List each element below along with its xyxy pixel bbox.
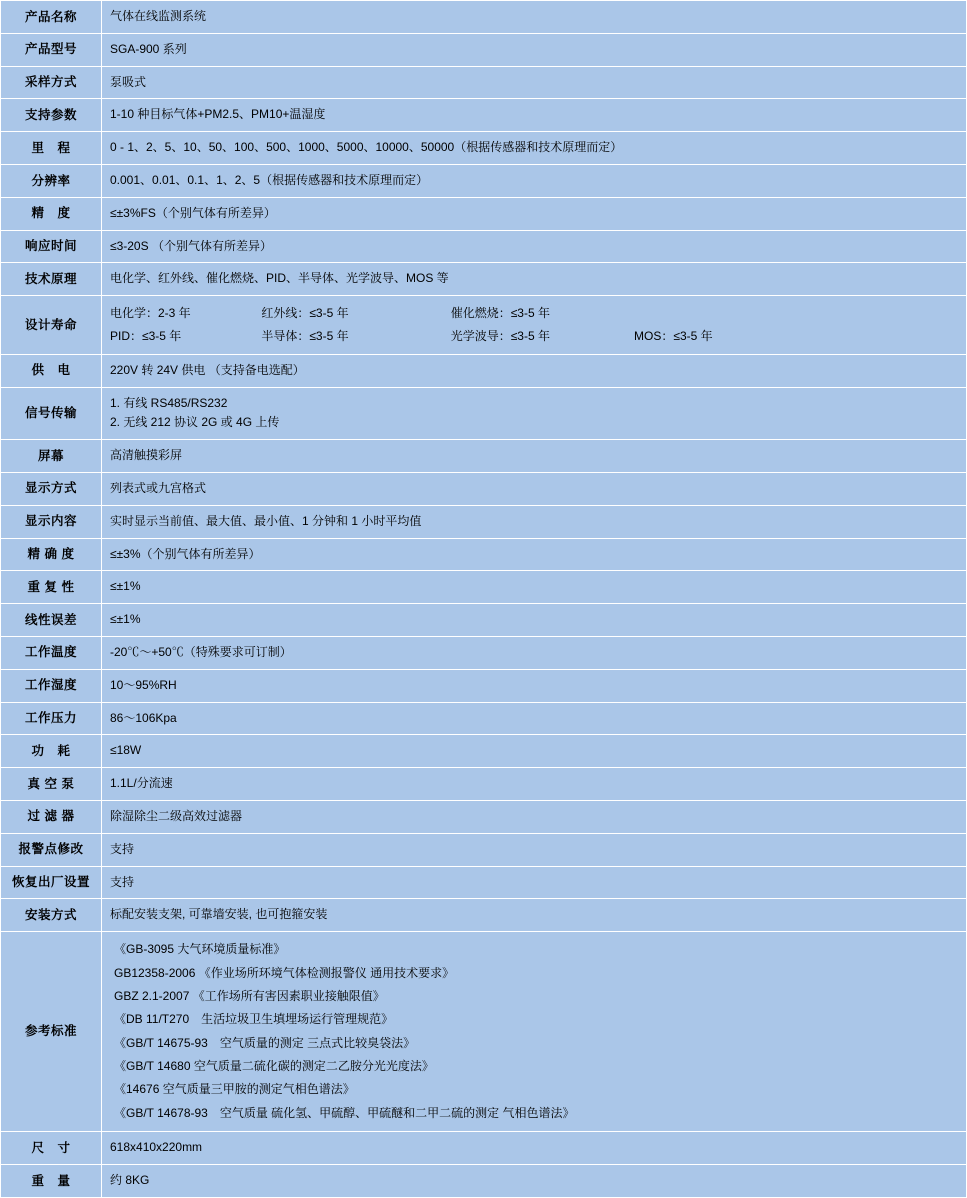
row-label: 供 电 (1, 354, 102, 387)
standard-line: GBZ 2.1-2007 《工作场所有害因素职业接触限值》 (114, 988, 385, 1003)
row-value: 618x410x220mm (102, 1132, 967, 1165)
table-row (1, 99, 967, 132)
row-value: 电化学、红外线、催化燃烧、PID、半导体、光学波导、MOS 等 (102, 263, 967, 296)
row-value: 实时显示当前值、最大值、最小值、1 分钟和 1 小时平均值 (102, 505, 967, 538)
row-label: 工作温度 (1, 636, 102, 669)
row-label: 过 滤 器 (1, 800, 102, 833)
lifespan-cell: PID：≤3-5 年 (110, 328, 182, 343)
row-value: ≤±3%（个别气体有所差异） (102, 538, 967, 571)
row-value-lifespan (102, 296, 967, 355)
row-label: 重 复 性 (1, 571, 102, 604)
table-row (1, 1132, 967, 1165)
row-label: 显示方式 (1, 472, 102, 505)
row-label: 支持参数 (1, 99, 102, 132)
table-row (1, 866, 967, 899)
row-label: 功 耗 (1, 735, 102, 768)
row-label: 尺 寸 (1, 1132, 102, 1165)
lifespan-cell: 电化学：2-3 年 (110, 306, 191, 321)
row-label: 参考标准 (1, 932, 102, 1132)
row-value-signal (102, 387, 967, 440)
row-value: SGA-900 系列 (102, 33, 967, 66)
table-row (1, 505, 967, 538)
table-row (1, 604, 967, 637)
row-value: ≤±1% (102, 604, 967, 637)
table-row (1, 1, 967, 34)
row-value: ≤±1% (102, 571, 967, 604)
row-value: ≤3-20S （个别气体有所差异） (102, 230, 967, 263)
table-row (1, 33, 967, 66)
lifespan-line (110, 302, 958, 325)
table-row (1, 538, 967, 571)
standard-line: 《GB/T 14680 空气质量二硫化碳的测定二乙胺分光光度法》 (114, 1059, 434, 1074)
lifespan-cell: 催化燃烧：≤3-5 年 (450, 306, 550, 321)
table-row (1, 472, 967, 505)
standard-line: 《DB 11/T270 生活垃圾卫生填埋场运行管理规范》 (114, 1012, 394, 1027)
table-row (1, 702, 967, 735)
lifespan-cell: MOS：≤3-5 年 (634, 328, 713, 343)
row-value: 1.1L/分流速 (102, 768, 967, 801)
table-row (1, 669, 967, 702)
row-label: 精 度 (1, 197, 102, 230)
row-value: 气体在线监测系统 (102, 1, 967, 34)
lifespan-line (110, 325, 958, 348)
table-row (1, 735, 967, 768)
row-label: 产品型号 (1, 33, 102, 66)
row-value: 列表式或九宫格式 (102, 472, 967, 505)
row-label: 屏幕 (1, 440, 102, 473)
table-row (1, 132, 967, 165)
table-row (1, 636, 967, 669)
row-value: 支持 (102, 866, 967, 899)
row-value: 标配安装支架, 可靠墙安装, 也可抱箍安装 (102, 899, 967, 932)
table-row-signal (1, 387, 967, 440)
table-row (1, 354, 967, 387)
row-value: 0.001、0.01、0.1、1、2、5（根据传感器和技术原理而定） (102, 164, 967, 197)
row-value: 约 8KG (102, 1165, 967, 1198)
standard-line: 《GB-3095 大气环境质量标准》 (114, 942, 286, 957)
standard-line: 《GB/T 14678-93 空气质量 硫化氢、甲硫醇、甲硫醚和二甲二硫的测定 气相色谱法》 (114, 1105, 575, 1120)
row-label: 精 确 度 (1, 538, 102, 571)
row-value: 支持 (102, 833, 967, 866)
table-row (1, 440, 967, 473)
row-value: 高清触摸彩屏 (102, 440, 967, 473)
standard-line: 《GB/T 14675-93 空气质量的测定 三点式比较臭袋法》 (114, 1035, 416, 1050)
row-label: 真 空 泵 (1, 768, 102, 801)
table-row (1, 833, 967, 866)
row-value: 220V 转 24V 供电 （支持备电选配） (102, 354, 967, 387)
row-value: 除湿除尘二级高效过滤器 (102, 800, 967, 833)
row-value: 0 - 1、2、5、10、50、100、500、1000、5000、10000、50000（根据传感器和技术原理而定） (102, 132, 967, 165)
row-label: 里 程 (1, 132, 102, 165)
row-label: 显示内容 (1, 505, 102, 538)
standard-line: 《14676 空气质量三甲胺的测定气相色谱法》 (114, 1082, 355, 1097)
table-row (1, 899, 967, 932)
row-label: 重 量 (1, 1165, 102, 1198)
table-row (1, 230, 967, 263)
lifespan-cell: 光学波导：≤3-5 年 (450, 328, 550, 343)
row-label: 分辨率 (1, 164, 102, 197)
row-label: 响应时间 (1, 230, 102, 263)
row-label: 采样方式 (1, 66, 102, 99)
row-label: 报警点修改 (1, 833, 102, 866)
row-value: 1-10 种目标气体+PM2.5、PM10+温湿度 (102, 99, 967, 132)
table-row-standards (1, 932, 967, 1132)
table-row-lifespan (1, 296, 967, 355)
table-row (1, 1165, 967, 1198)
row-label: 恢复出厂设置 (1, 866, 102, 899)
table-row (1, 571, 967, 604)
row-label: 安装方式 (1, 899, 102, 932)
standard-line: GB12358-2006 《作业场所环境气体检测报警仪 通用技术要求》 (114, 965, 455, 980)
row-value: 10～95%RH (102, 669, 967, 702)
row-label: 设计寿命 (1, 296, 102, 355)
row-value-standards (102, 932, 967, 1132)
table-row (1, 197, 967, 230)
table-row (1, 66, 967, 99)
row-label: 工作湿度 (1, 669, 102, 702)
row-value: ≤18W (102, 735, 967, 768)
table-row (1, 768, 967, 801)
row-label: 信号传输 (1, 387, 102, 440)
table-row (1, 164, 967, 197)
row-value: ≤±3%FS（个别气体有所差异） (102, 197, 967, 230)
lifespan-cell: 半导体：≤3-5 年 (261, 328, 349, 343)
row-value: 泵吸式 (102, 66, 967, 99)
row-label: 技术原理 (1, 263, 102, 296)
row-label: 线性误差 (1, 604, 102, 637)
signal-line: 2. 无线 212 协议 2G 或 4G 上传 (110, 415, 280, 430)
signal-line: 1. 有线 RS485/RS232 (110, 395, 228, 410)
row-label: 产品名称 (1, 1, 102, 34)
table-row (1, 263, 967, 296)
row-value: -20℃～+50℃（特殊要求可订制） (102, 636, 967, 669)
lifespan-cell: 红外线：≤3-5 年 (261, 306, 349, 321)
table-row (1, 800, 967, 833)
row-label: 工作压力 (1, 702, 102, 735)
row-value: 86～106Kpa (102, 702, 967, 735)
